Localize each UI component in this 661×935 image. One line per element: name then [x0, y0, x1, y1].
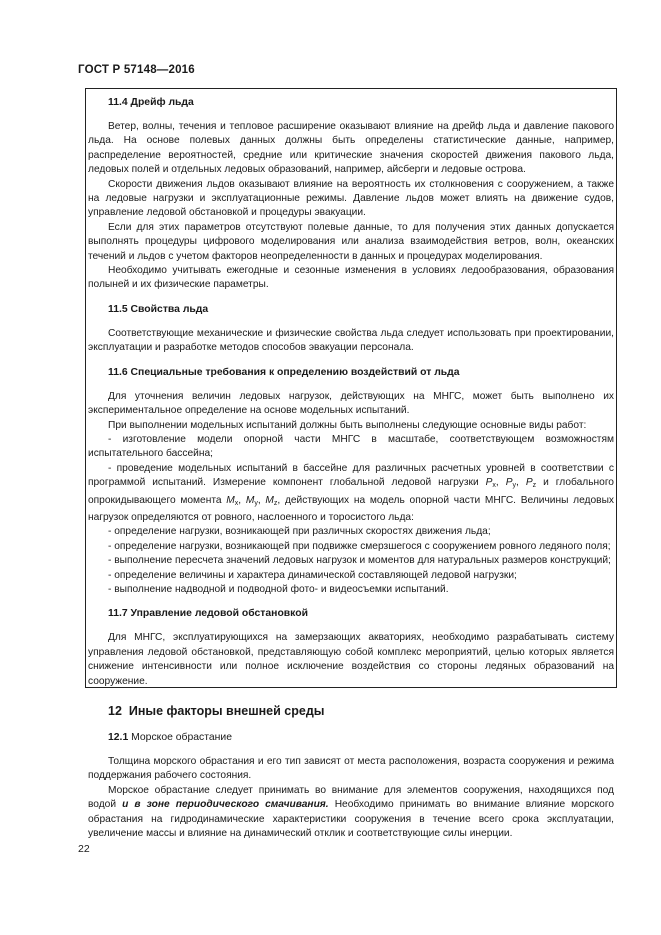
chapter-number: 12 [108, 704, 122, 718]
section-11-6 [88, 366, 614, 598]
paragraph: Для МНГС, эксплуатирующихся на замерзающих акваториях, необходимо разрабатывать систему управления ледовой обстановкой, представляющую собой комплекс мероприятий, целью которых является снижение интенсивности или полное исключение воздействия со стороны ледяных образований на сооружение. [88, 632, 614, 687]
text-run: и глобального опрокидывающего момента [88, 477, 614, 506]
section-11-4 [88, 96, 614, 293]
section-heading [88, 731, 614, 745]
symbol-mz: M [265, 494, 274, 506]
paragraph: Необходимо учитывать ежегодные и сезонные изменения в условиях ледообразования, образования полыней и их физические параметры. [88, 265, 614, 291]
boxed-content [88, 96, 614, 699]
list-item: - выполнение надводной и подводной фото- и видеосъемки испытаний. [108, 583, 449, 595]
list-item: - изготовление модели опорной части МНГС в масштабе, соответствующем возможностям испытательного бассейна; [88, 433, 614, 460]
text-run: - проведение модельных испытаний в бассейне для различных расчетных уровней в соответствии с программой испытаний. Измерение компонент глобальной ледовой нагрузки [88, 462, 614, 489]
paragraph: Если для этих параметров отсутствуют полевые данные, то для получения этих данных допускается выполнять процедуры цифрового моделирования или анализа взаимодействия ветров, волн, океанских течений и льдов с учетом факторов неопределенности в данных и процедурах моделирования. [88, 221, 614, 262]
section-heading [88, 303, 614, 317]
symbol-mx: M [226, 494, 235, 506]
symbol-py: P [505, 477, 513, 489]
subscript: z [273, 499, 278, 507]
paragraph: При выполнении модельных испытаний должны быть выполнены следующие основные виды работ: [108, 419, 587, 431]
subscript: y [254, 499, 258, 507]
symbol-my: M [245, 494, 255, 506]
paragraph: Скорости движения льдов оказывают влияние на вероятность их столкновения с сооружением, а также на ледовые нагрузки и эксплуатационные режимы. Давление льдов может влиять на движение судов, управление ледовой обстановкой и процедуры эвакуации. [88, 178, 614, 219]
list-item: - определение нагрузки, возникающей при подвижке смерзшегося с сооружением ровного ледяного поля; [108, 540, 611, 552]
list-item: - выполнение пересчета значений ледовых нагрузок и моментов для натуральных размеров конструкций; [108, 555, 611, 567]
paragraph: Толщина морского обрастания и его тип зависят от места расположения, возраста сооружения и режима поддержания рабочего состояния. [88, 756, 614, 782]
subscript: z [532, 482, 537, 490]
section-number: 11.7 [108, 608, 128, 620]
list-item: - определение величины и характера динамической составляющей ледовой нагрузки; [108, 569, 517, 581]
section-11-5 [88, 303, 614, 356]
paragraph: Соответствующие механические и физические свойства льда следует использовать при проектировании, эксплуатации и разработке методов способов эвакуации персонала. [88, 327, 614, 354]
section-title: Дрейф льда [130, 97, 194, 108]
section-heading [88, 96, 614, 110]
text-run: Необходимо принимать во внимание влияние морского обрастания на гидродинамические характеристики сооружения в течение всего срока эксплуатации, увеличение массы и влияние на динамический отклик и соответствующие силы инерции. [88, 799, 615, 840]
section-number: 12.1 [108, 732, 129, 743]
section-title: Специальные требования к определению воздействий от льда [130, 366, 460, 378]
subscript: x [234, 499, 239, 507]
document-header: ГОСТ Р 57148—2016 [78, 64, 195, 76]
text-run: , действующих на модель опорной части МНГС. Величины ледовых нагрузок определяются от ровного, наслоенного и торосистого льда: [88, 494, 614, 523]
section-number: 11.5 [108, 303, 128, 315]
list-item: - определение нагрузки, возникающей при различных скоростях движения льда; [108, 526, 491, 538]
paragraph-emphasis [88, 784, 614, 842]
chapter-title: Иные факторы внешней среды [128, 704, 325, 718]
section-heading [88, 366, 614, 380]
list-item-formula: - проведение модельных испытаний в бассейне для различных расчетных уровней в соответствии с программой испытаний. Измерение компонент глобальной ледовой нагрузки $P_x$, $P_y$, $P_z$ и глобального опрокидывающего момента $M_x$, $M_y$, $M_z$, действующих на модель опорной части МНГС. Величины ледовых нагрузок определяются от ровного, наслоенного и торосистого льда: [88, 462, 614, 523]
page-number: 22 [78, 843, 90, 855]
section-heading [88, 607, 614, 621]
symbol-pz: P [525, 477, 533, 489]
emphasis-text: и в зоне периодического смачивания. [122, 799, 329, 811]
text-run: Морское обрастание следует принимать во внимание для элементов сооружения, находящихся под водой [88, 784, 614, 811]
section-number: 11.4 [108, 97, 128, 108]
section-title: Свойства льда [130, 303, 209, 315]
subscript: x [492, 482, 496, 490]
subscript: y [512, 482, 517, 490]
section-title: Управление ледовой обстановкой [130, 608, 308, 620]
section-12 [88, 703, 614, 841]
chapter-heading [88, 703, 614, 719]
paragraph: Ветер, волны, течения и тепловое расширение оказывают влияние на дрейф льда и давление пакового льда. На основе полевых данных должны быть определены статистические данные, например, распределение вероятностей, средние или критические значения скоростей движения пакового льда, ледовых полей и отдельных ледовых образований, например, айсберги и ледовые острова. [88, 121, 614, 176]
section-number: 11.6 [108, 366, 128, 378]
paragraph: Для уточнения величин ледовых нагрузок, действующих на МНГС, может быть выполнено их экспериментальное определение на основе модельных испытаний. [88, 390, 614, 417]
section-11-7 [88, 607, 614, 689]
symbol-px: P [485, 477, 493, 489]
section-title: Морское обрастание [131, 732, 232, 743]
